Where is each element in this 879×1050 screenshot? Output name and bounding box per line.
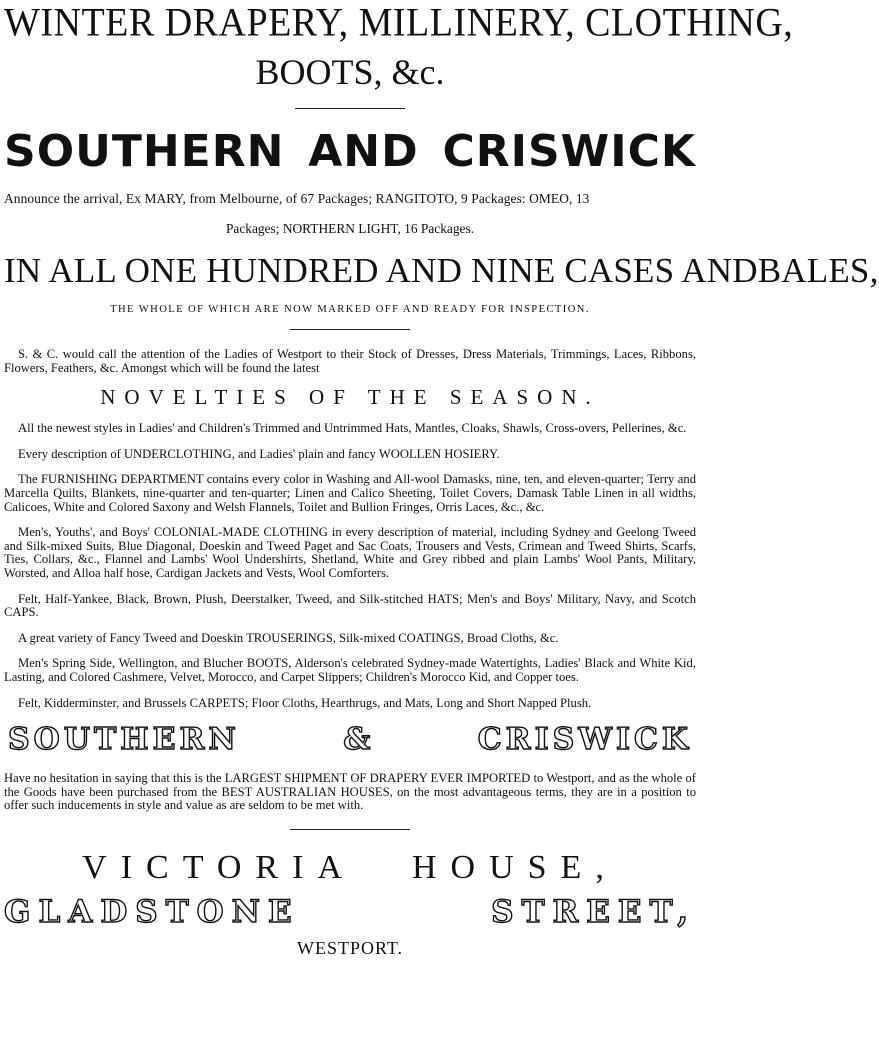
arrival-announcement-cont: Packages; NORTHERN LIGHT, 16 Packages. — [225, 221, 475, 236]
total-bales-text: BALES, — [757, 251, 879, 290]
firm-name-heading — [4, 126, 696, 177]
headline-winter-drapery: WINTER DRAPERY, MILLINERY, CLOTHING, — [4, 0, 794, 46]
firm2-word-criswick: CRISWICK — [477, 722, 692, 758]
furnishing-paragraph: The FURNISHING DEPARTMENT contains every color in Washing and All-wool Damasks, nine, ten, and eleven-quarter; Terry and Marcella Quilts, Blankets, nine-quarter and ten-quarter; Linen and Calico Sheeting, Toilet Covers, Damask Table Linen in all widths, Calicoes, White and Colored Saxony and Welsh Flannels, Toilet and Bullion Fringes, Orris Laces, &c., &c. — [4, 472, 696, 514]
gladstone-street-heading — [4, 894, 696, 930]
divider — [290, 329, 410, 330]
gladstone-word: GLADSTONE — [4, 893, 300, 930]
firm2-word-southern: SOUTHERN — [8, 722, 240, 758]
hats-paragraph: All the newest styles in Ladies' and Children's Trimmed and Untrimmed Hats, Mantles, Cloaks, Shawls, Cross-overs, Pellerines, &c. — [18, 421, 687, 436]
total-cases-text: IN ALL ONE HUNDRED AND NINE CASES AND — [4, 251, 758, 290]
firm-word-criswick: CRISWICK — [442, 126, 696, 177]
firm-word-southern: SOUTHERN — [4, 126, 285, 177]
firm-name-outline-heading — [4, 722, 696, 758]
street-word: STREET, — [491, 893, 696, 930]
victoria-word: VICTORIA — [82, 848, 356, 886]
inspection-subline: THE WHOLE OF WHICH ARE NOW MARKED OFF AND READY FOR INSPECTION. — [110, 304, 590, 315]
total-cases-heading — [4, 251, 879, 291]
carpets-paragraph: Felt, Kidderminster, and Brussels CARPETS; Floor Cloths, Hearthrugs, and Mats, Long and Short Napped Plush. — [18, 695, 592, 710]
divider — [290, 829, 410, 830]
firm2-ampersand: & — [343, 722, 375, 758]
divider — [295, 108, 405, 109]
boots-paragraph: Men's Spring Side, Wellington, and Blucher BOOTS, Alderson's celebrated Sydney-made Watertights, Ladies' Black and White Kid, Lasting, and Colored Cashmere, Velvet, Morocco, and Carpet Slippers; Children's Morocco Kid, and Copper toes. — [4, 656, 696, 684]
intro-paragraph: S. & C. would call the attention of the Ladies of Westport to their Stock of Dresses, Dress Materials, Trimmings, Laces, Ribbons, Flowers, Feathers, &c. Amongst which will be found the latest — [4, 347, 696, 375]
novelties-heading: NOVELTIES OF THE SEASON. — [100, 385, 600, 410]
hats-caps-paragraph: Felt, Half-Yankee, Black, Brown, Plush, Deerstalker, Tweed, and Silk-stitched HATS; Men's and Boys' Military, Navy, and Scotch CAPS. — [4, 591, 696, 620]
trouserings-paragraph: A great variety of Fancy Tweed and Doeskin TROUSERINGS, Silk-mixed COATINGS, Broad Cloths, &c. — [18, 630, 559, 645]
firm-word-and: AND — [308, 126, 419, 177]
headline-boots: BOOTS, &c. — [255, 52, 445, 92]
underclothing-paragraph: Every description of UNDERCLOTHING, and Ladies' plain and fancy WOOLLEN HOSIERY. — [18, 446, 500, 461]
clothing-paragraph: Men's, Youths', and Boys' COLONIAL-MADE CLOTHING in every description of material, including Sydney and Geelong Tweed and Silk-mixed Suits, Blue Diagonal, Doeskin and Tweed Paget and Sac Coats, Trousers and Vests, Crimean and Tweed Shirts, Scarfs, Ties, Collars, &c., Flannel and Lambs' Wool Undershirts, Shetland, White and Grey ribbed and plain Lambs' Wool Pants, Military, Worsted, and Alloa half hose, Cardigan Jackets and Vests, Wool Comforters. — [4, 525, 696, 580]
victoria-house-heading — [4, 848, 696, 888]
westport-line: WESTPORT. — [296, 937, 404, 958]
house-word: HOUSE, — [411, 848, 618, 886]
closing-paragraph: Have no hesitation in saying that this is the LARGEST SHIPMENT OF DRAPERY EVER IMPORTED to Westport, and as the whole of the Goods have been purchased from the BEST AUSTRALIAN HOUSES, on the most advantageous terms, they are in a position to offer such inducements in style and value as are seldom to be met with. — [4, 771, 696, 813]
arrival-announcement: Announce the arrival, Ex MARY, from Melbourne, of 67 Packages; RANGITOTO, 9 Packages: OMEO, 13 — [4, 191, 590, 206]
